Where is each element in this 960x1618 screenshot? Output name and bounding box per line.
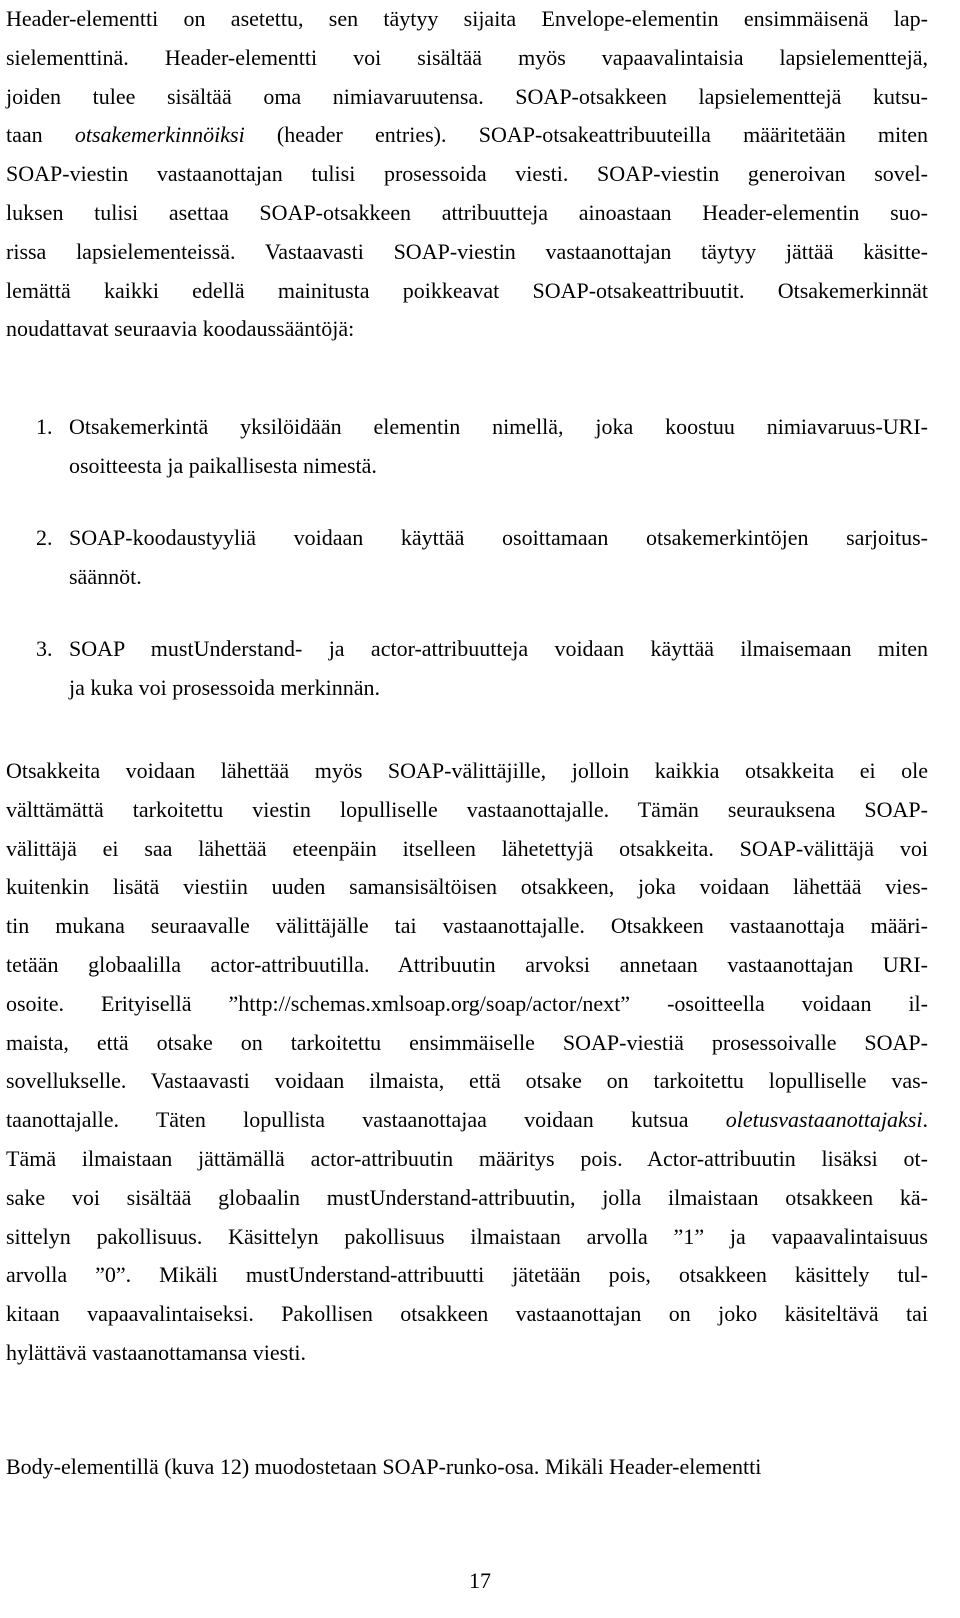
text-line: ja kuka voi prosessoida merkinnän. [69,674,380,700]
text-line: lemättä kaikki edellä mainitusta poikkeavat SOAP-otsakeattribuutit. Otsakemerkinnät [6,277,928,303]
text-run: taanottajalle. Täten lopullista vastaanottajaa voidaan kutsua [6,1107,726,1133]
text-line: välittäjä ei saa lähettää eteenpäin itselleen lähetettyjä otsakkeita. SOAP-välittäjä voi [6,835,928,861]
text-line: kitaan vapaavalintaiseksi. Pakollisen otsakkeen vastaanottajan on joko käsiteltävä tai [6,1301,928,1327]
text-line: Body-elementillä (kuva 12) muodostetaan SOAP-runko-osa. Mikäli Header-elementti [6,1454,762,1479]
paragraph-header-element [6,0,928,349]
text-line: sake voi sisältää globaalin mustUnderstand-attribuutin, jolla ilmaistaan otsakkeen kä- [6,1184,928,1210]
text-line [6,1101,928,1140]
emphasized-term: otsakemerkinnöiksi [74,122,245,148]
text-line: tin mukana seuraavalle välittäjälle tai vastaanottajalle. Otsakkeen vastaanottaja määri- [6,913,928,939]
text-line: Tämä ilmaistaan jättämällä actor-attribuutin määritys pois. Actor-attribuutin lisäksi ot- [6,1145,928,1171]
text-line: sovellukselle. Vastaavasti voidaan ilmaista, että otsake on tarkoitettu lopulliselle vas- [6,1068,928,1094]
text-run: (header entries). SOAP-otsakeattribuuteilla määritetään miten [244,122,928,148]
text-line: osoite. Erityisellä ”http://schemas.xmlsoap.org/soap/actor/next” -osoitteella voidaan il- [6,990,928,1016]
text-line: SOAP-koodaustyyliä voidaan käyttää osoittamaan otsakemerkintöjen sarjoitus- [69,525,928,550]
text-line: sielementtinä. Header-elementti voi sisältää myös vapaavalintaisia lapsielementtejä, [6,44,928,70]
text-line: hylättävä vastaanottamansa viesti. [6,1339,306,1365]
text-line: arvolla ”0”. Mikäli mustUnderstand-attribuutti jätetään pois, otsakkeen käsittely tul- [6,1262,928,1288]
emphasized-term: oletusvastaanottajaksi [725,1107,923,1133]
text-line: SOAP mustUnderstand- ja actor-attribuutteja voidaan käyttää ilmaisemaan miten [69,636,928,661]
text-run: taan [6,122,75,148]
text-line: noudattavat seuraavia koodaussääntöjä: [6,316,355,342]
text-line: rissa lapsielementeissä. Vastaavasti SOAP-viestin vastaanottajan täytyy jättää käsitte- [6,238,928,264]
text-line: tetään globaalilla actor-attribuutilla. Attribuutin arvoksi annetaan vastaanottajan URI- [6,951,928,977]
text-line: Header-elementti on asetettu, sen täytyy sijaita Envelope-elementin ensimmäisenä lap- [6,6,928,31]
text-line: välttämättä tarkoitettu viestin lopulliselle vastaanottajalle. Tämän seurauksena SOAP- [6,796,928,822]
text-line: luksen tulisi asettaa SOAP-otsakkeen attribuutteja ainoastaan Header-elementin suo- [6,199,928,225]
text-line: Otsakemerkintä yksilöidään elementin nimellä, joka koostuu nimiavaruus-URI- [69,414,928,439]
list-item-number: 2. [36,525,53,550]
text-line: sittelyn pakollisuus. Käsittelyn pakollisuus ilmaistaan arvolla ”1” ja vapaavalintaisuus [6,1223,928,1249]
text-line: Otsakkeita voidaan lähettää myös SOAP-välittäjille, jolloin kaikkia otsakkeita ei ole [6,758,928,783]
text-line [6,116,928,155]
text-line: maista, että otsake on tarkoitettu ensimmäiselle SOAP-viestiä prosessoivalle SOAP- [6,1029,928,1055]
paragraph-body-element [6,1448,928,1487]
text-line: SOAP-viestin vastaanottajan tulisi prosessoida viesti. SOAP-viestin generoivan sovel- [6,161,928,187]
text-line: joiden tulee sisältää oma nimiavaruutensa. SOAP-otsakkeen lapsielementtejä kutsu- [6,83,928,109]
list-item-number: 1. [36,414,53,439]
list-item [6,630,928,708]
list-item [6,519,928,597]
paragraph-soap-intermediaries [6,752,928,1373]
page-number: 17 [469,1568,491,1593]
list-item-number: 3. [36,636,53,661]
list-item [6,408,928,486]
text-run: . [922,1107,928,1133]
text-line: säännöt. [69,563,142,589]
text-line: kuitenkin lisätä viestiin uuden samansisältöisen otsakkeen, joka voidaan lähettää vies- [6,874,928,900]
text-line: osoitteesta ja paikallisesta nimestä. [69,452,377,478]
